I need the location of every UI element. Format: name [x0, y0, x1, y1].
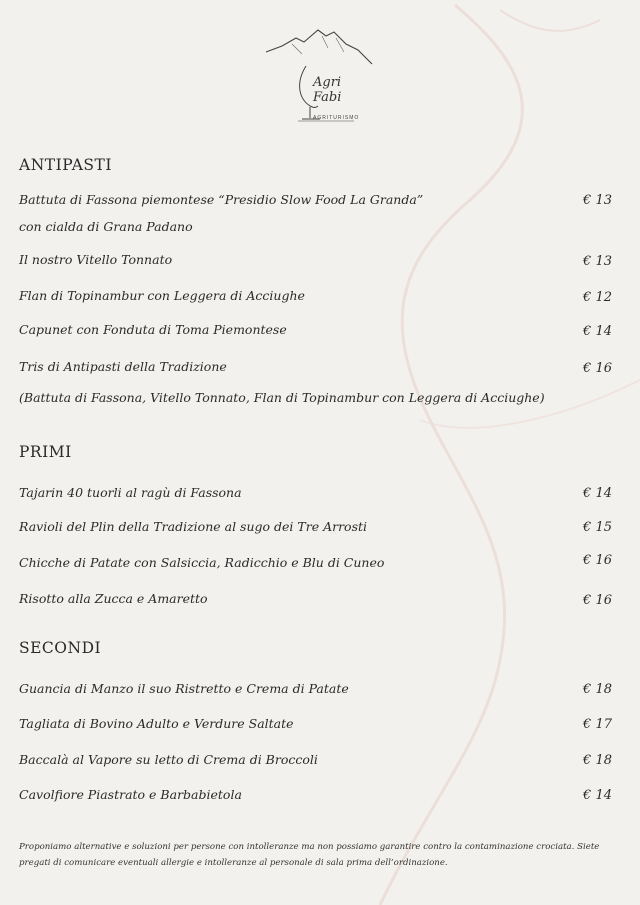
menu-item-price: € 12	[583, 290, 612, 305]
menu-item-name: Tagliata di Bovino Adulto e Verdure Saltate	[19, 716, 294, 731]
menu-item-name: Tris di Antipasti della Tradizione	[19, 359, 227, 374]
menu-item-name: Battuta di Fassona piemontese “Presidio Slow Food La Granda”	[19, 192, 424, 207]
menu-item-price: € 13	[583, 193, 612, 208]
menu-item-price: € 16	[583, 593, 612, 608]
menu-item-name: Flan di Topinambur con Leggera di Acciughe	[19, 288, 305, 303]
menu-item-price: € 15	[583, 520, 612, 535]
menu-item-price: € 14	[583, 788, 612, 803]
menu-item-price: € 18	[583, 682, 612, 697]
menu-item-name: Chicche di Patate con Salsiccia, Radicchio e Blu di Cuneo	[19, 555, 385, 570]
menu-item-price: € 16	[583, 361, 612, 376]
menu-item-name: Il nostro Vitello Tonnato	[19, 252, 173, 267]
menu-item-name: Baccalà al Vapore su letto di Crema di Broccoli	[19, 752, 318, 767]
menu-item-name: Ravioli del Plin della Tradizione al sugo dei Tre Arrosti	[19, 519, 368, 534]
menu-item-price: € 14	[583, 486, 612, 501]
logo-name-line1: Agri	[313, 75, 342, 90]
menu-item-price: € 14	[583, 324, 612, 339]
menu-item-price: € 13	[583, 254, 612, 269]
menu-item-description: (Battuta di Fassona, Vitello Tonnato, Flan di Topinambur con Leggera di Acciughe)	[19, 390, 545, 405]
section-title-primi: PRIMI	[19, 443, 72, 461]
logo-name-line2: Fabi	[313, 90, 342, 105]
menu-item-price: € 17	[583, 717, 612, 732]
menu-item-name: Risotto alla Zucca e Amaretto	[19, 591, 208, 606]
logo-subtitle: AGRITURISMO	[313, 115, 360, 121]
section-title-antipasti: ANTIPASTI	[19, 156, 112, 174]
menu-item-price: € 16	[583, 553, 612, 568]
menu-item-name: Tajarin 40 tuorli al ragù di Fassona	[19, 485, 242, 500]
section-title-secondi: SECONDI	[19, 639, 102, 657]
allergy-footnote: Proponiamo alternative e soluzioni per persone con intolleranze ma non possiamo garantire contro la contaminazione crociata. Siete pregati di comunicare eventuali allergie e intolleranze al personale di sala prima dell’ordinazione.	[19, 842, 600, 868]
menu-item-price: € 18	[583, 753, 612, 768]
menu-item-name: Cavolfiore Piastrato e Barbabietola	[19, 787, 242, 802]
menu-item-name: Guancia di Manzo il suo Ristretto e Crema di Patate	[19, 681, 349, 696]
menu-item-name: Capunet con Fonduta di Toma Piemontese	[19, 322, 287, 337]
agriturismo-logo	[262, 24, 382, 129]
menu-item-description: con cialda di Grana Padano	[19, 219, 193, 234]
